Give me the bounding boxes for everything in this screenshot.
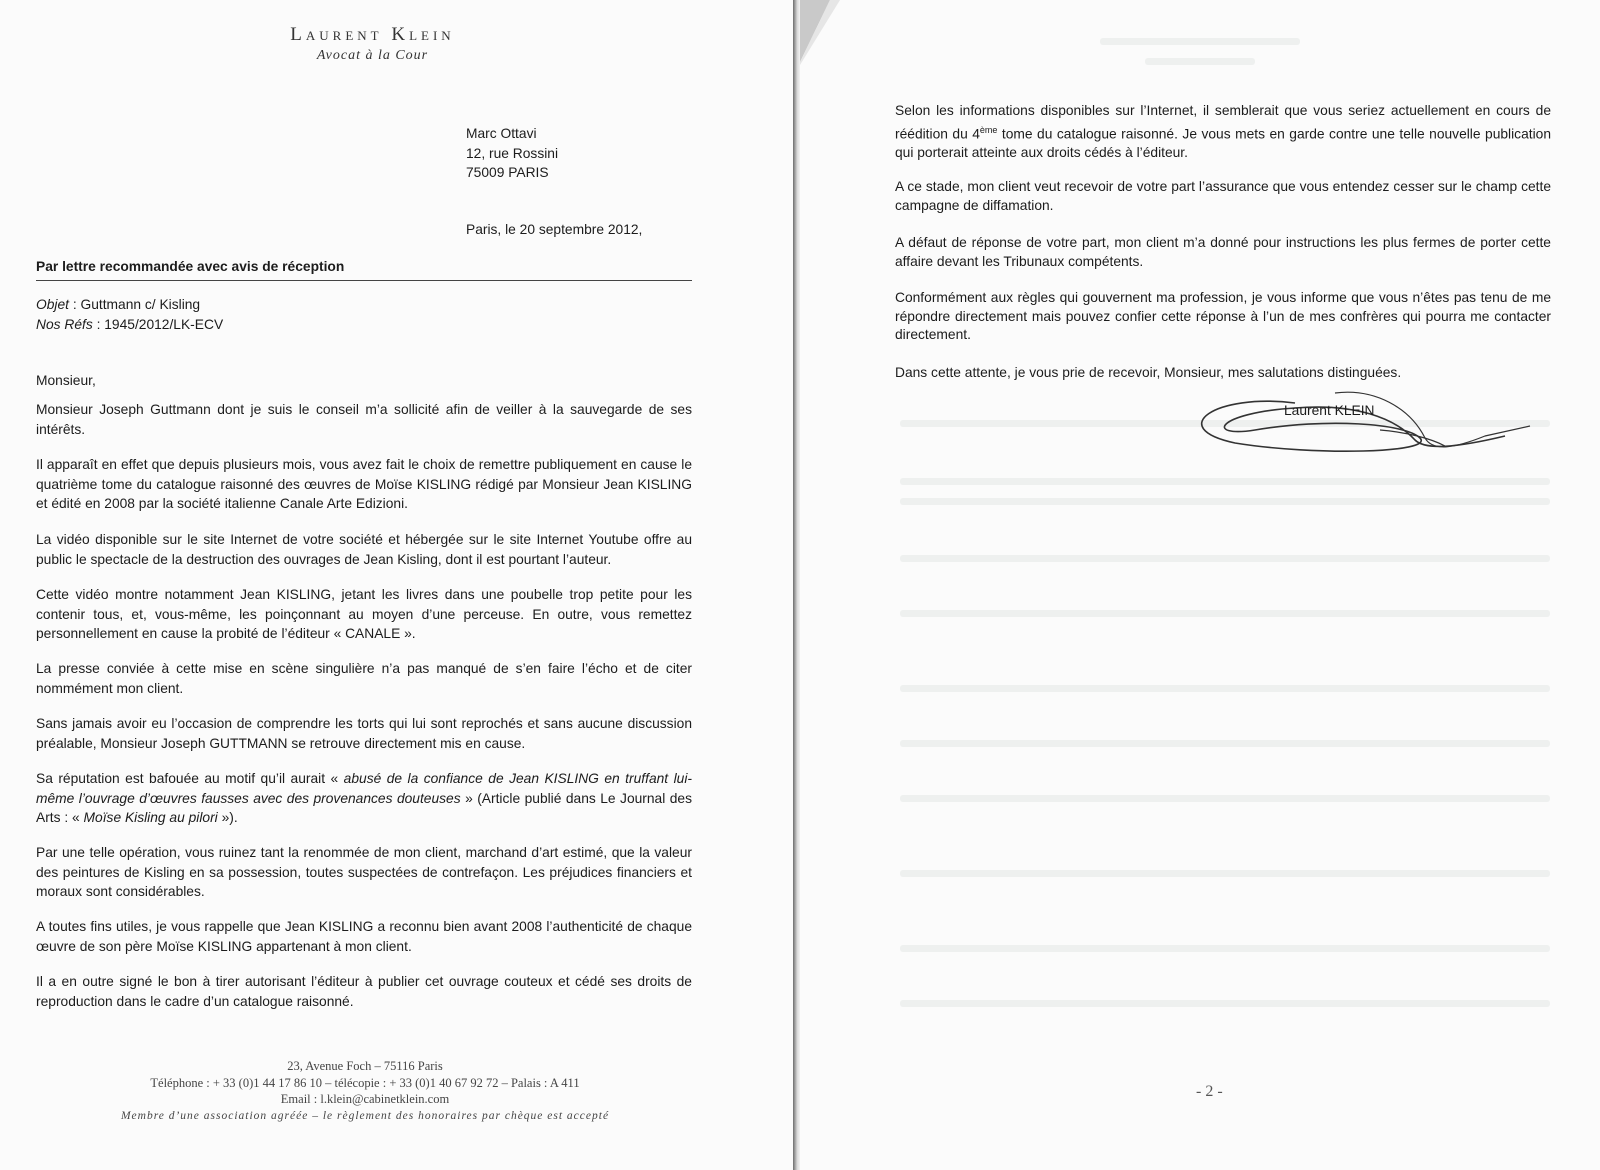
page-number: - 2 - (1196, 1083, 1223, 1100)
body-paragraph: Il apparaît en effet que depuis plusieurs mois, vous avez fait le choix de remettre publiquement en cause le quatrième tome du catalogue raisonné des œuvres de Moïse KISLING rédigé par Monsieur Jean KISLING et édité en 2008 par la société italienne Canale Arte Edizioni. (36, 457, 692, 511)
refs-value: : 1945/2012/LK-ECV (92, 316, 224, 332)
letterhead-footer (40, 1058, 690, 1124)
footer-phones: Téléphone : + 33 (0)1 44 17 86 10 – télécopie : + 33 (0)1 40 67 92 72 – Palais : A 411 (150, 1075, 580, 1090)
page-gutter (793, 0, 800, 1170)
ordinal-suffix: ème (979, 124, 998, 135)
show-through-mark (900, 610, 1550, 617)
body-paragraph: La presse conviée à cette mise en scène singulière n’a pas manqué de s’en faire l’écho et de citer nommément mon client. (36, 661, 692, 696)
page2-paragraph: A ce stade, mon client veut recevoir de votre part l’assurance que vous entendez cesser sur le champ cette campagne de diffamation. (895, 179, 1551, 213)
reedition-text-cont: tome du catalogue raisonné. Je vous mets en garde contre une telle nouvelle publication qui porterait atteinte aux droits cédés à l’éditeur. (895, 126, 1551, 160)
show-through-mark (900, 740, 1550, 747)
salutation: Monsieur, (36, 373, 96, 388)
reputation-intro: Sa réputation est bafouée au motif qu’il aurait « (36, 771, 344, 786)
firm-name: Laurent Klein (290, 24, 455, 45)
refs-label: Nos Réfs (36, 316, 93, 332)
recipient-line: 75009 PARIS (466, 165, 549, 180)
body-paragraph: Sans jamais avoir eu l’occasion de comprendre les torts qui lui sont reprochés et sans aucune discussion préalable, Monsieur Joseph GUTTMANN se retrouve directement mis en cause. (36, 716, 692, 751)
body-paragraph: Monsieur Joseph Guttmann dont je suis le conseil m’a sollicité afin de veiller à la sauvegarde de ses intérêts. (36, 402, 692, 437)
show-through-mark (1145, 58, 1255, 65)
show-through-mark (900, 870, 1550, 877)
letterhead (200, 24, 545, 64)
recipient-line: Marc Ottavi (466, 126, 537, 141)
reedition-text: Selon les informations disponibles sur l’Internet, il semblerait que vous seriez actuellement en cours de réédition du 4 (895, 103, 1551, 142)
show-through-mark (900, 1000, 1550, 1007)
date-line: Paris, le 20 septembre 2012, (466, 222, 643, 237)
reputation-middle: » (Article publié dans Le Journal des Arts : « (36, 790, 692, 825)
subject-line (36, 295, 223, 315)
show-through-mark (900, 795, 1550, 802)
page2-paragraph: Dans cette attente, je vous prie de recevoir, Monsieur, mes salutations distinguées. (895, 365, 1402, 380)
show-through-mark (900, 685, 1550, 692)
signature-name: Laurent KLEIN (1284, 403, 1375, 418)
page2-paragraph (895, 102, 1551, 162)
body-paragraph: La vidéo disponible sur le site Internet de votre société et hébergée sur le site Internet Youtube offre au public le spectacle de la destruction des ouvrages de Jean Kisling, dont il est pourtant l’auteur. (36, 532, 692, 567)
show-through-mark (1100, 38, 1300, 45)
footer-email: Email : l.klein@cabinetklein.com (280, 1092, 450, 1106)
footer-address: 23, Avenue Foch – 75116 Paris (287, 1059, 443, 1073)
body-paragraph: Par une telle opération, vous ruinez tant la renommée de mon client, marchand d’art estimé, que la valeur des peintures de Kisling en sa possession, toutes suspectées de contrefaçon. Les préjudices financiers et moraux sont considérables. (36, 845, 692, 899)
show-through-mark (900, 478, 1550, 485)
subject-value: : Guttmann c/ Kisling (68, 297, 201, 312)
show-through-mark (900, 945, 1550, 952)
firm-title: Avocat à la Cour (316, 48, 429, 63)
article-title: Moïse Kisling au pilori (83, 810, 218, 825)
body-paragraph: A toutes fins utiles, je vous rappelle que Jean KISLING a reconnu bien avant 2008 l’authenticité de chaque œuvre de son père Moïse KISLING appartenant à mon client. (36, 919, 692, 954)
subject-block (36, 295, 223, 334)
recipient-address (466, 124, 558, 183)
page2-paragraph: Conformément aux règles qui gouvernent ma profession, je vous informe que vous n’êtes pas tenu de me répondre directement mais pouvez confier cette réponse à l’un de mes confrères qui pourra me contacter directement. (895, 290, 1551, 342)
body-paragraph: Cette vidéo montre notamment Jean KISLING, jetant les livres dans une poubelle trop petite pour les contenir tous, et, vous-même, les poinçonnant au moyen d’une perceuse. En outre, vous remettez personnellement en cause la probité de l’éditeur « CANALE ». (36, 587, 692, 641)
handwritten-signature (1175, 388, 1535, 463)
folded-corner (800, 0, 840, 65)
show-through-mark (900, 555, 1550, 562)
footer-note: Membre d’une association agréée – le règlement des honoraires par chèque est accepté (120, 1109, 610, 1122)
page2-paragraph: A défaut de réponse de votre part, mon client m’a donné pour instructions les plus fermes de porter cette affaire devant les Tribunaux compétents. (895, 235, 1551, 269)
letter-page-2 (800, 0, 1600, 1170)
delivery-method: Par lettre recommandée avec avis de réception (36, 257, 692, 281)
reputation-quote: abusé de la confiance de Jean KISLING en truffant lui-même l’ouvrage d’œuvres fausses avec des provenances douteuses (36, 771, 692, 806)
reputation-paragraph (36, 769, 692, 828)
show-through-mark (900, 498, 1550, 505)
refs-line (36, 315, 223, 335)
body-paragraph: Il a en outre signé le bon à tirer autorisant l’éditeur à publier cet ouvrage couteux et cédé ses droits de reproduction dans le cadre d’un catalogue raisonné. (36, 974, 692, 1009)
reputation-end: »). (217, 810, 238, 825)
recipient-line: 12, rue Rossini (466, 145, 559, 161)
subject-label: Objet (36, 297, 69, 312)
